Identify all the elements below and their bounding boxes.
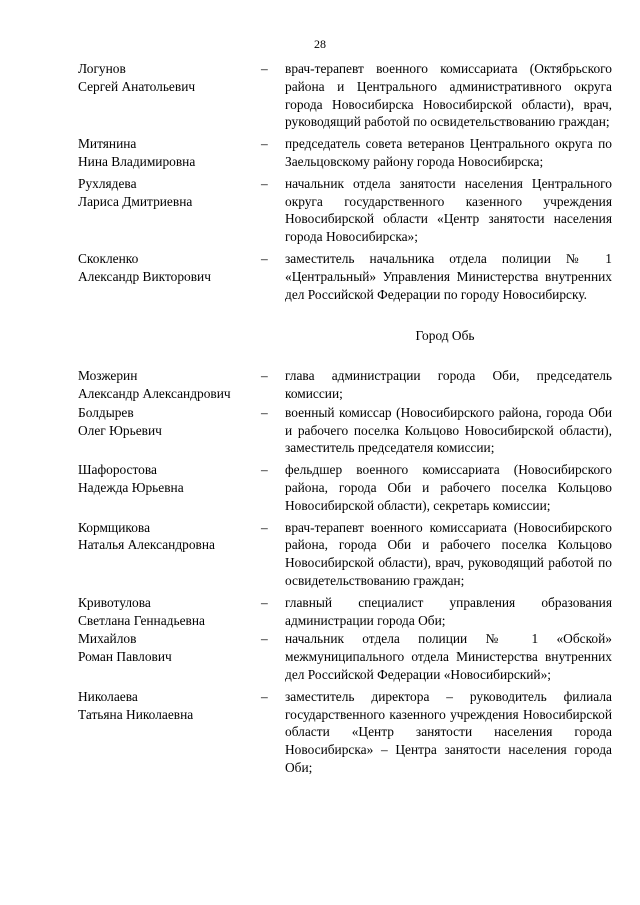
member-surname: Скокленко bbox=[78, 250, 139, 266]
member-name bbox=[78, 519, 261, 555]
member-surname: Шафоростова bbox=[78, 462, 157, 478]
member-name bbox=[78, 367, 261, 403]
member-name bbox=[78, 250, 261, 286]
member-given-names: Татьяна Николаевна bbox=[78, 706, 194, 722]
member-surname: Мозжерин bbox=[78, 368, 138, 384]
member-role: фельдшер военного комиссариата (Новосибирского района, города Оби и рабочего поселка Кольцово Новосибирской области), секретарь комиссии; bbox=[285, 462, 612, 513]
member-given-names: Александр Викторович bbox=[78, 268, 211, 284]
member-entry bbox=[78, 461, 612, 514]
member-role: врач-терапевт военного комиссариата (Новосибирского района, города Оби и рабочего поселка Кольцово Новосибирской области), врач, руководящий работой по освидетельствованию граждан; bbox=[285, 519, 612, 588]
member-entry bbox=[78, 594, 612, 630]
member-given-names: Нина Владимировна bbox=[78, 153, 196, 169]
member-role: врач-терапевт военного комиссариата (Октябрьского района и Центрального административного округа города Новосибирска Новосибирской области), врач, руководящий работой по освидетельствованию граждан; bbox=[285, 61, 612, 130]
member-role: главный специалист управления образования администрации города Оби; bbox=[285, 594, 612, 628]
dash-separator: – bbox=[261, 462, 268, 478]
dash-separator: – bbox=[261, 368, 268, 384]
page-number: 28 bbox=[314, 37, 326, 51]
member-surname: Рухлядева bbox=[78, 175, 137, 191]
member-name bbox=[78, 404, 261, 440]
dash-separator: – bbox=[261, 136, 268, 152]
member-name bbox=[78, 135, 261, 171]
member-surname: Логунов bbox=[78, 61, 126, 76]
member-name bbox=[78, 688, 261, 724]
member-entry bbox=[78, 367, 612, 403]
member-entry bbox=[78, 175, 612, 246]
member-surname: Кормщикова bbox=[78, 519, 151, 535]
member-role: военный комиссар (Новосибирского района, города Оби и рабочего поселка Кольцово Новосибирской области), заместитель председателя комиссии; bbox=[285, 404, 612, 456]
dash-separator: – bbox=[261, 61, 268, 76]
dash-separator: – bbox=[261, 175, 268, 191]
member-role: начальник отдела полиции № 1 «Обской» межмуниципального отдела Министерства внутренних дел Российской Федерации «Новосибирский»; bbox=[285, 631, 612, 682]
member-name bbox=[78, 594, 261, 630]
member-entry bbox=[78, 60, 612, 131]
dash-separator: – bbox=[261, 688, 268, 704]
document-body bbox=[78, 60, 612, 781]
member-given-names: Надежда Юрьевна bbox=[78, 479, 184, 495]
member-role: глава администрации города Оби, председатель комиссии; bbox=[285, 368, 612, 401]
member-surname: Болдырев bbox=[78, 404, 134, 420]
member-surname: Кривотулова bbox=[78, 594, 151, 610]
dash-separator: – bbox=[261, 519, 268, 535]
member-name bbox=[78, 60, 261, 96]
member-entry bbox=[78, 404, 612, 457]
member-given-names: Роман Павлович bbox=[78, 649, 172, 665]
member-role: заместитель начальника отдела полиции № 1 «Центральный» Управления Министерства внутренних дел Российской Федерации по городу Новосибирску. bbox=[285, 250, 612, 302]
section-heading: Город Обь bbox=[415, 328, 475, 344]
dash-separator: – bbox=[261, 594, 268, 610]
member-entry bbox=[78, 519, 612, 590]
member-role: заместитель директора – руководитель филиала государственного казенного учреждения Новосибирской области «Центр занятости населения города Новосибирска» – Центра занятости населения города Оби; bbox=[285, 688, 612, 775]
member-given-names: Александр Александрович bbox=[78, 385, 231, 401]
member-role: начальник отдела занятости населения Центрального округа государственного казенного учреждения Новосибирской области «Центр занятости населения города Новосибирска»; bbox=[285, 175, 612, 245]
dash-separator: – bbox=[261, 631, 268, 647]
member-name bbox=[78, 175, 261, 211]
member-entry bbox=[78, 630, 612, 683]
member-given-names: Олег Юрьевич bbox=[78, 422, 162, 438]
member-name bbox=[78, 630, 261, 666]
dash-separator: – bbox=[261, 404, 268, 420]
member-given-names: Сергей Анатольевич bbox=[78, 78, 196, 94]
member-name bbox=[78, 461, 261, 497]
member-role: председатель совета ветеранов Центрального округа по Заельцовскому району города Новосибирска; bbox=[285, 136, 612, 169]
member-entry bbox=[78, 688, 612, 777]
member-given-names: Лариса Дмитриевна bbox=[78, 193, 193, 209]
member-surname: Митянина bbox=[78, 136, 137, 152]
member-surname: Николаева bbox=[78, 688, 138, 704]
member-entry bbox=[78, 250, 612, 303]
member-given-names: Светлана Геннадьевна bbox=[78, 612, 205, 628]
member-surname: Михайлов bbox=[78, 631, 137, 647]
member-given-names: Наталья Александровна bbox=[78, 537, 215, 553]
dash-separator: – bbox=[261, 250, 268, 266]
member-entry bbox=[78, 135, 612, 171]
